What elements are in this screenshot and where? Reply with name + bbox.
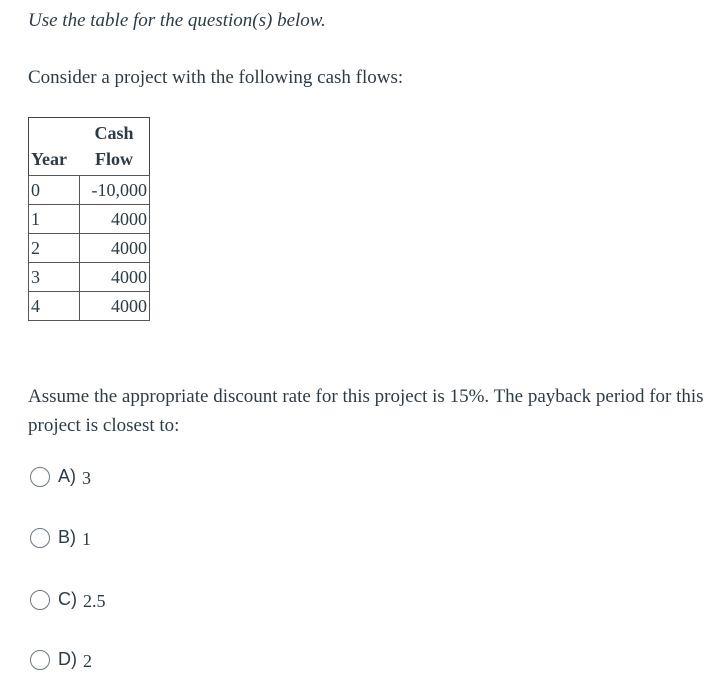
cash-flow-cell: 4000 [79,263,150,292]
option-b-letter: B) [58,527,76,547]
table-row [29,292,150,321]
radio-button-c[interactable] [30,590,50,610]
table-header-row [29,118,150,176]
year-cell: 2 [29,234,80,263]
year-cell: 0 [29,176,80,205]
flow-header-label: Flow [95,149,133,169]
year-cell: 4 [29,292,80,321]
question-text: Assume the appropriate discount rate for this project is 15%. The payback period for this project is closest to: [28,386,704,436]
option-a-value: 3 [82,468,91,488]
option-d-value: 2 [83,651,92,671]
table-row [29,205,150,234]
option-d-letter: D) [58,649,77,669]
radio-button-d[interactable] [30,650,50,670]
table-row [29,234,150,263]
cash-flow-column-header [79,118,150,176]
cash-header-label: Cash [94,123,134,143]
cash-flow-table [28,117,150,321]
instruction-text: Use the table for the question(s) below. [28,10,326,31]
cash-flow-cell: 4000 [79,234,150,263]
option-a-letter: A) [58,466,76,486]
option-c-letter: C) [58,589,77,609]
year-column-header [29,118,80,176]
year-cell: 1 [29,205,80,234]
year-cell: 3 [29,263,80,292]
option-c[interactable] [30,589,106,610]
cash-flow-cell: 4000 [79,205,150,234]
year-header-label: Year [31,149,67,169]
option-b-value: 1 [82,529,91,549]
radio-button-b[interactable] [30,528,50,548]
cash-flow-cell: 4000 [79,292,150,321]
table-row [29,176,150,205]
option-a[interactable] [30,466,91,487]
intro-text: Consider a project with the following cash flows: [28,67,404,88]
cash-flow-cell: -10,000 [79,176,150,205]
option-c-value: 2.5 [83,591,106,611]
option-d[interactable] [30,649,92,670]
table-row [29,263,150,292]
radio-button-a[interactable] [30,467,50,487]
option-b[interactable] [30,527,91,548]
